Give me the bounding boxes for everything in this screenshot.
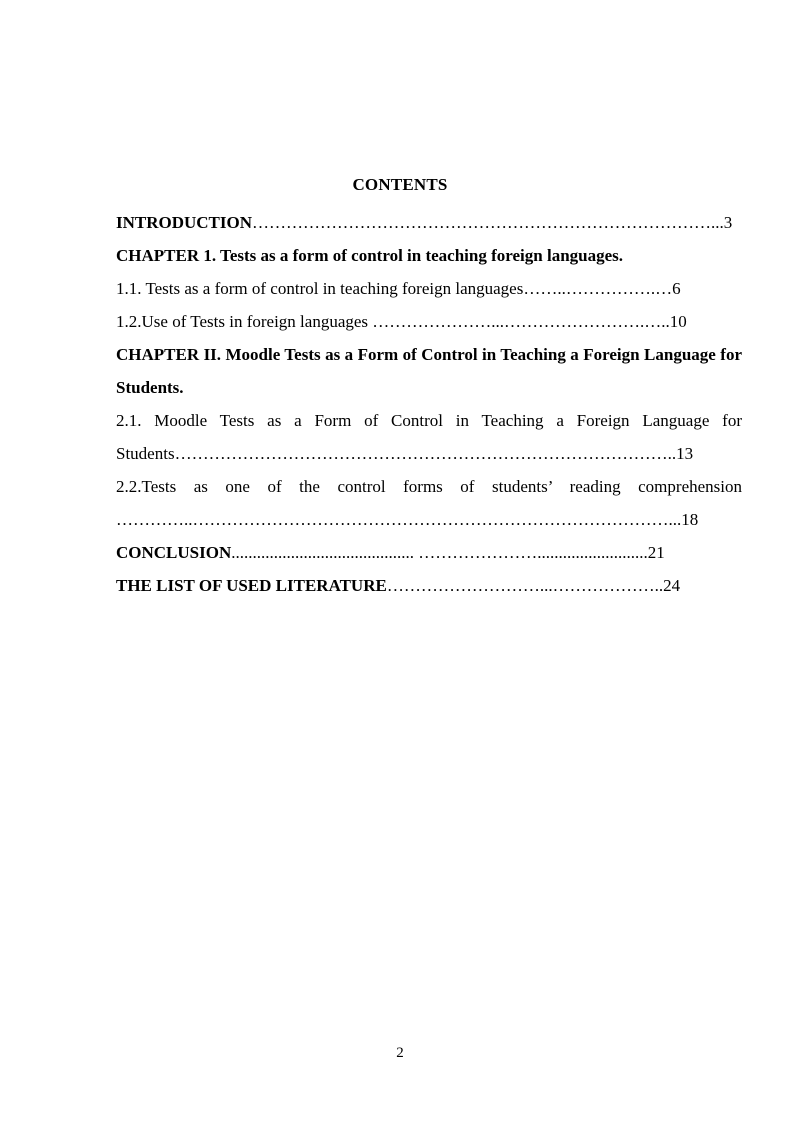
toc-entry-1-2 xyxy=(116,305,742,338)
toc-entry-title: 2.2.Tests as one of the control forms of students’ reading comprehension xyxy=(116,477,742,496)
toc-entry-introduction xyxy=(116,206,742,239)
table-of-contents xyxy=(116,206,742,602)
toc-entry-2-1-line1 xyxy=(116,404,742,437)
toc-entry-literature xyxy=(116,569,742,602)
toc-page-number: 3 xyxy=(723,213,733,232)
toc-entry-2-1-line2 xyxy=(116,437,742,470)
toc-chapter-2-heading xyxy=(116,338,742,404)
toc-entry-title: INTRODUCTION xyxy=(116,213,253,232)
toc-leader-dots: ………………………………………………………………………... xyxy=(252,213,724,232)
toc-entry-title-continued: Students xyxy=(116,444,175,463)
toc-entry-title: CHAPTER II. Moodle Tests as a Form of Control in Teaching a Foreign Language for Students. xyxy=(116,345,742,397)
toc-page-number: 18 xyxy=(681,510,699,529)
toc-leader-dots: ………………………...……………….. xyxy=(386,576,664,595)
toc-entry-title: CONCLUSION xyxy=(116,543,232,562)
toc-entry-conclusion xyxy=(116,536,742,569)
page-number-footer: 2 xyxy=(396,1045,404,1061)
toc-entry-2-2-line1 xyxy=(116,470,742,503)
page-title: CONTENTS xyxy=(352,175,448,194)
toc-page-number: 13 xyxy=(676,444,694,463)
toc-entry-title: 2.1. Moodle Tests as a Form of Control in Teaching a Foreign Language for xyxy=(116,411,742,430)
toc-leader-dots: …………………...…………………….….. xyxy=(372,312,670,331)
toc-entry-title: THE LIST OF USED LITERATURE xyxy=(116,576,387,595)
toc-leader-dots: …………..…………………………………………………………………………... xyxy=(116,510,682,529)
toc-entry-title: 1.2.Use of Tests in foreign languages xyxy=(116,312,373,331)
toc-entry-1-1 xyxy=(116,272,742,305)
toc-page-number: 10 xyxy=(669,312,687,331)
toc-entry-2-2-line2 xyxy=(116,503,742,536)
toc-entry-title: 1.1. Tests as a form of control in teaching foreign languages xyxy=(116,279,524,298)
toc-page-number: 24 xyxy=(663,576,681,595)
toc-page-number: 6 xyxy=(672,279,681,298)
toc-entry-title: CHAPTER 1. Tests as a form of control in teaching foreign languages. xyxy=(116,246,624,265)
toc-chapter-1-heading xyxy=(116,239,742,272)
toc-leader-dots: …………………………………………………………………………….. xyxy=(174,444,677,463)
toc-leader-dots: ……..…………….… xyxy=(523,279,673,298)
toc-page-number: 21 xyxy=(647,543,665,562)
toc-leader-dots: ........................................... ………………….......................... xyxy=(231,543,648,562)
